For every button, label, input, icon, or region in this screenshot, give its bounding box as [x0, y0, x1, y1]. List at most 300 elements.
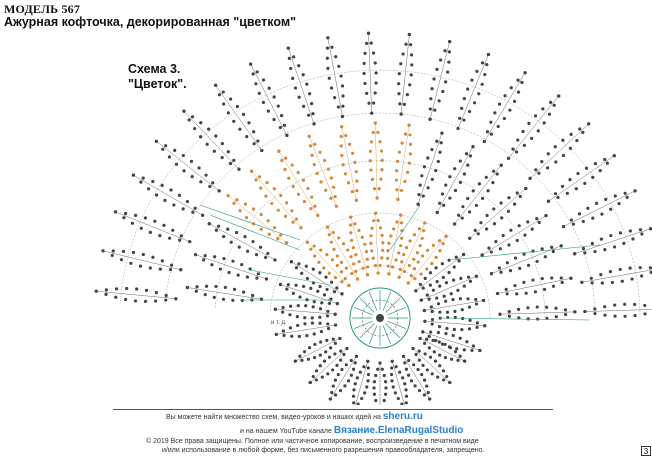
outer-petal — [122, 216, 125, 219]
outer-petal — [511, 147, 514, 150]
inner-petal — [446, 311, 449, 314]
outer-petal — [429, 107, 432, 110]
middle-petal — [266, 181, 269, 184]
inner-petal — [328, 233, 331, 236]
middle-petal — [466, 164, 469, 167]
inner-petal — [444, 332, 447, 335]
outer-petal — [213, 150, 216, 153]
middle-petal — [519, 195, 522, 198]
middle-petal — [541, 247, 544, 250]
inner-petal — [450, 292, 453, 295]
outer-petal — [256, 70, 259, 73]
inner-petal — [467, 276, 470, 279]
outer-petal — [374, 91, 377, 94]
middle-petal — [195, 290, 198, 293]
inner-petal — [318, 322, 321, 325]
footer-text-1: Вы можете найти множество схем, видео-уроков и наших идей на — [166, 414, 381, 421]
outer-petal — [481, 61, 484, 64]
inner-petal — [421, 237, 424, 240]
outer-petal — [298, 96, 301, 99]
middle-petal — [490, 250, 493, 253]
outer-petal — [439, 58, 442, 61]
outer-petal — [242, 113, 245, 116]
inner-petal-stem — [351, 217, 368, 275]
middle-petal — [241, 299, 244, 302]
lower-petal — [426, 368, 429, 371]
lower-petal — [384, 380, 387, 383]
lower-petal — [345, 363, 348, 366]
middle-petal — [195, 285, 198, 288]
middle-petal — [208, 222, 211, 225]
outer-petal — [473, 101, 476, 104]
outer-petal — [341, 94, 344, 97]
lower-petal — [339, 350, 342, 353]
middle-petal — [277, 150, 280, 153]
outer-petal — [604, 198, 607, 201]
outer-petal — [170, 264, 173, 267]
outer-petal — [363, 62, 366, 65]
outer-petal — [258, 92, 261, 95]
inner-petal — [466, 297, 469, 300]
outer-petal — [279, 126, 282, 129]
outer-petal — [398, 72, 401, 75]
lower-petal — [352, 401, 355, 404]
outer-petal — [408, 83, 411, 86]
outer-petal — [245, 135, 248, 138]
inner-petal — [357, 229, 360, 232]
middle-petal — [403, 180, 406, 183]
middle-petal — [259, 187, 262, 190]
lower-petal — [326, 372, 329, 375]
lower-petal — [392, 385, 395, 388]
lower-petal — [401, 376, 404, 379]
middle-petal — [406, 171, 409, 174]
middle-petal — [319, 180, 322, 183]
copyright-line-2: и/или использование в любой форме, без письменного разрешения правообладателя, запрещено. — [162, 447, 485, 454]
middle-petal — [369, 168, 372, 171]
outer-petal — [435, 68, 438, 71]
outer-petal — [326, 57, 329, 60]
outer-petal-stem — [288, 48, 314, 124]
outer-petal — [337, 105, 340, 108]
outer-petal — [503, 94, 506, 97]
inner-petal — [300, 272, 303, 275]
outer-petal-stem — [509, 96, 559, 158]
inner-petal — [400, 260, 403, 263]
outer-petal-stem — [133, 175, 202, 215]
outer-petal — [639, 266, 642, 269]
inner-petal — [305, 265, 308, 268]
middle-petal — [235, 231, 238, 234]
middle-petal — [507, 210, 510, 213]
outer-petal — [365, 42, 368, 45]
outer-petal — [120, 258, 123, 261]
middle-petal — [555, 315, 558, 318]
outer-petal — [334, 55, 337, 58]
middle-petal-stem — [279, 151, 318, 215]
middle-petal — [505, 288, 508, 291]
middle-petal — [264, 194, 267, 197]
lower-petal-stem — [404, 356, 430, 399]
inner-petal — [409, 239, 412, 242]
middle-petal — [513, 203, 516, 206]
middle-petal — [227, 271, 230, 274]
middle-petal — [355, 180, 358, 183]
outer-petal — [463, 97, 466, 100]
middle-petal — [348, 143, 351, 146]
outer-petal — [566, 192, 569, 195]
inner-petal — [419, 283, 422, 286]
outer-petal-stem — [216, 85, 262, 150]
inner-petal-stem — [280, 285, 337, 304]
outer-petal — [576, 172, 579, 175]
middle-petal — [252, 207, 255, 210]
inner-petal — [392, 227, 395, 230]
outer-petal — [614, 194, 617, 197]
middle-petal — [518, 267, 521, 270]
outer-petal — [214, 134, 217, 137]
outer-petal — [429, 97, 432, 100]
middle-petal — [370, 140, 373, 143]
middle-petal — [468, 210, 471, 213]
outer-petal — [191, 175, 194, 178]
inner-petal — [326, 310, 329, 313]
outer-petal — [397, 92, 400, 95]
lower-petal — [365, 385, 368, 388]
lower-petal — [424, 352, 427, 355]
inner-petal — [311, 321, 314, 324]
middle-petal — [297, 171, 300, 174]
outer-petal — [112, 249, 115, 252]
lower-petal — [395, 365, 398, 368]
outer-petal — [280, 114, 283, 117]
inner-petal — [298, 295, 301, 298]
inner-petal — [312, 305, 315, 308]
lower-petal — [425, 338, 428, 341]
middle-petal — [506, 292, 509, 295]
inner-petal — [313, 244, 316, 247]
inner-petal — [476, 321, 479, 324]
outer-petal — [289, 67, 292, 70]
inner-petal — [422, 286, 425, 289]
inner-petal — [445, 281, 448, 284]
outer-petal — [633, 303, 636, 306]
inner-petal — [379, 226, 382, 229]
outer-petal — [173, 149, 176, 152]
inner-petal — [296, 315, 299, 318]
middle-petal — [222, 298, 225, 301]
middle-petal — [516, 191, 519, 194]
outer-petal — [168, 237, 171, 240]
inner-petal — [425, 267, 428, 270]
outer-petal — [330, 86, 333, 89]
outer-petal — [578, 127, 581, 130]
inner-petal — [361, 236, 364, 239]
middle-petal-stem — [228, 196, 286, 243]
chain-arc — [121, 70, 640, 318]
inner-petal — [421, 254, 424, 257]
inner-petal — [468, 327, 471, 330]
outer-petal — [556, 196, 559, 199]
middle-petal — [461, 205, 464, 208]
outer-petal — [268, 87, 271, 90]
outer-petal — [572, 223, 575, 226]
outer-petal — [581, 131, 584, 134]
inner-petal — [469, 280, 472, 283]
middle-petal — [226, 227, 229, 230]
outer-petal — [221, 142, 224, 145]
outer-petal — [583, 251, 586, 254]
middle-petal — [496, 172, 499, 175]
lower-petal-stem — [295, 338, 340, 361]
inner-petal — [306, 277, 309, 280]
inner-petal — [285, 287, 288, 290]
inner-petal — [372, 219, 375, 222]
outer-petal — [409, 43, 412, 46]
lower-petal — [407, 374, 410, 377]
outer-petal — [238, 128, 241, 131]
middle-petal — [297, 193, 300, 196]
inner-petal — [431, 323, 434, 326]
middle-petal — [344, 134, 347, 137]
outer-petal-stem — [458, 54, 488, 128]
outer-petal — [252, 130, 255, 133]
outer-petal — [175, 163, 178, 166]
middle-petal — [396, 160, 399, 163]
outer-petal-stem — [115, 212, 189, 242]
outer-petal — [227, 111, 230, 114]
inner-petal — [418, 227, 421, 230]
middle-petal — [344, 172, 347, 175]
inner-petal — [323, 293, 326, 296]
inner-petal — [431, 310, 434, 313]
outer-petal — [460, 107, 463, 110]
middle-petal — [469, 154, 472, 157]
inner-petal — [324, 276, 327, 279]
inner-petal — [313, 254, 316, 257]
inner-petal — [410, 274, 413, 277]
middle-petal-stem — [252, 171, 301, 227]
lower-petal — [352, 368, 355, 371]
outer-petal — [623, 303, 626, 306]
outer-petal — [631, 237, 634, 240]
inner-petal — [378, 264, 381, 267]
middle-petal — [273, 226, 276, 229]
outer-petal — [172, 203, 175, 206]
inner-petal — [328, 302, 331, 305]
outer-petal — [222, 90, 225, 93]
outer-petal — [497, 125, 500, 128]
outer-petal — [326, 46, 329, 49]
outer-petal-stem — [156, 141, 219, 191]
outer-petal — [125, 287, 128, 290]
outer-petal — [489, 121, 492, 124]
middle-petal — [371, 178, 374, 181]
lower-petal — [418, 350, 421, 353]
outer-petal — [115, 287, 118, 290]
lower-petal — [315, 378, 318, 381]
middle-petal — [474, 229, 477, 232]
middle-petal — [217, 225, 220, 228]
inner-petal — [429, 330, 432, 333]
inner-petal — [429, 284, 432, 287]
middle-petal — [238, 246, 241, 249]
inner-petal — [287, 283, 290, 286]
center-stitch — [369, 325, 377, 343]
outer-petal — [139, 265, 142, 268]
middle-petal — [479, 221, 482, 224]
middle-petal — [287, 177, 290, 180]
middle-petal — [538, 221, 541, 224]
middle-petal — [205, 285, 208, 288]
outer-petal — [554, 192, 557, 195]
inner-petal — [474, 298, 477, 301]
outer-petal — [593, 312, 596, 315]
middle-petal — [400, 189, 403, 192]
outer-petal — [468, 110, 471, 113]
middle-petal — [523, 234, 526, 237]
center-stitch — [360, 298, 374, 312]
inner-petal — [282, 334, 285, 337]
outer-petal — [171, 229, 174, 232]
middle-petal — [222, 235, 225, 238]
middle-petal — [372, 131, 375, 134]
middle-petal — [266, 252, 269, 255]
middle-petal — [246, 275, 249, 278]
middle-petal — [552, 250, 555, 253]
middle-petal — [552, 285, 555, 288]
middle-petal — [237, 274, 240, 277]
inner-petal — [354, 253, 357, 256]
outer-petal — [236, 105, 239, 108]
inner-petal — [374, 264, 377, 267]
outer-petal — [516, 79, 519, 82]
middle-petal — [318, 151, 321, 154]
inner-petal — [380, 256, 383, 259]
outer-petal — [211, 181, 214, 184]
middle-petal — [461, 216, 464, 219]
lower-petal — [390, 379, 393, 382]
lower-petal — [445, 375, 448, 378]
middle-petal — [231, 260, 234, 263]
lower-petal — [442, 378, 445, 381]
center-stitch — [386, 298, 400, 312]
outer-petal — [142, 253, 145, 256]
outer-petal — [401, 52, 404, 55]
inner-petal — [422, 229, 425, 232]
outer-petal — [134, 214, 137, 217]
lower-petal — [403, 382, 406, 385]
lower-petal — [331, 368, 334, 371]
middle-petal — [526, 220, 529, 223]
middle-petal-stem — [196, 255, 267, 279]
outer-petal — [193, 127, 196, 130]
lower-petal — [420, 373, 423, 376]
outer-petal — [621, 280, 624, 283]
inner-petal — [370, 227, 373, 230]
outer-petal — [302, 105, 305, 108]
inner-petal — [399, 244, 402, 247]
inner-petal — [328, 272, 331, 275]
outer-petal — [603, 158, 606, 161]
middle-petal — [268, 233, 271, 236]
middle-petal — [502, 234, 505, 237]
outer-petal — [530, 137, 533, 140]
outer-petal — [178, 194, 181, 197]
inner-petal — [403, 270, 406, 273]
inner-petal — [353, 222, 356, 225]
middle-petal — [244, 203, 247, 206]
outer-petal — [339, 74, 342, 77]
outer-petal — [161, 184, 164, 187]
inner-petal — [297, 262, 300, 265]
outer-petal — [294, 86, 297, 89]
outer-petal — [161, 259, 164, 262]
outer-petal — [124, 298, 127, 301]
middle-petal — [509, 269, 512, 272]
center-dot — [376, 314, 384, 322]
inner-petal — [453, 265, 456, 268]
lower-petal — [329, 346, 332, 349]
inner-petal — [395, 220, 398, 223]
inner-petal — [311, 316, 314, 319]
outer-petal — [144, 300, 147, 303]
inner-petal — [461, 308, 464, 311]
middle-petal — [353, 161, 356, 164]
outer-petal — [333, 96, 336, 99]
outer-petal — [493, 111, 496, 114]
middle-petal — [251, 294, 254, 297]
middle-petal — [541, 277, 544, 280]
middle-petal — [255, 277, 258, 280]
middle-petal — [395, 188, 398, 191]
outer-petal — [432, 77, 435, 80]
outer-petal — [218, 93, 221, 96]
lower-petal — [423, 342, 426, 345]
outer-petal — [410, 63, 413, 66]
lower-petal — [366, 379, 369, 382]
inner-petal — [435, 266, 438, 269]
outer-petal — [433, 108, 436, 111]
middle-petal — [284, 156, 287, 159]
middle-petal — [254, 178, 257, 181]
sheru-link[interactable]: sheru.ru — [382, 411, 423, 422]
inner-petal — [468, 319, 471, 322]
outer-petal — [105, 288, 108, 291]
outer-petal — [252, 72, 255, 75]
inner-petal — [455, 256, 458, 259]
lower-petal — [350, 359, 353, 362]
middle-petal — [332, 186, 335, 189]
middle-petal — [313, 143, 316, 146]
middle-petal — [232, 202, 235, 205]
lower-petal — [308, 346, 311, 349]
outer-petal-stem — [563, 191, 635, 227]
outer-petal — [147, 187, 150, 190]
outer-petal — [191, 115, 194, 118]
lower-petal — [384, 386, 387, 389]
inner-petal — [336, 264, 339, 267]
youtube-link[interactable]: Вязание.ElenaRugalStudio — [333, 425, 464, 436]
outer-petal — [337, 65, 340, 68]
middle-petal — [290, 209, 293, 212]
middle-petal — [453, 167, 456, 170]
inner-petal — [430, 262, 433, 265]
lower-petal — [333, 352, 336, 355]
outer-petal — [510, 86, 513, 89]
middle-petal — [380, 168, 383, 171]
middle-petal — [515, 292, 518, 295]
